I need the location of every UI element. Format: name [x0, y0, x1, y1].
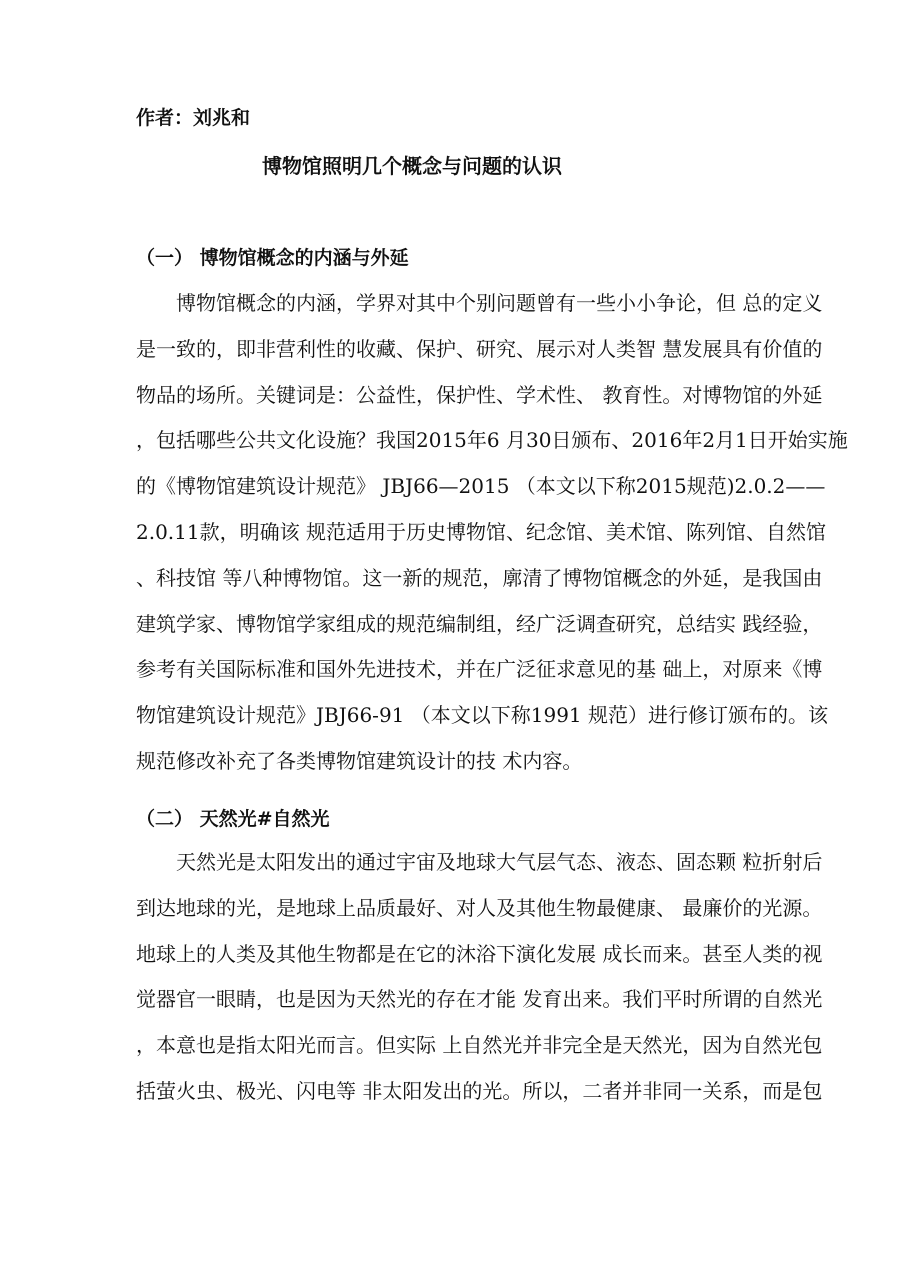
paragraph-line: 括萤火虫、极光、闪电等 非太阳发出的光。所以，二者并非同一关系，而是包 [136, 1079, 823, 1103]
paragraph-line: 物品的场所。关键词是：公益性，保护性、学术性、 教育性。对博物馆的外延 [136, 382, 823, 407]
paragraph-line: 博物馆概念的内涵，学界对其中个别问题曾有一些小小争论，但 总的定义 [176, 291, 823, 315]
section-heading-2: （二） 天然光#自然光 [136, 808, 330, 830]
paragraph-line: 规范修改补充了各类博物馆建筑设计的技 术内容。 [136, 749, 583, 773]
section-heading-1: （一） 博物馆概念的内涵与外延 [136, 247, 409, 269]
paragraph-line: 建筑学家、博物馆学家组成的规范编制组，经广泛调查研究，总结实 践经验， [136, 611, 823, 636]
paragraph-line: 的《博物馆建筑设计规范》 JBJ66—2015 （本文以下称2015规范)2.0.2—— [136, 474, 826, 499]
paragraph-line: 2.0.11款，明确该 规范适用于历史博物馆、纪念馆、美术馆、陈列馆、自然馆 [136, 520, 826, 544]
paragraph-line: 、科技馆 等八种博物馆。这一新的规范，廓清了博物馆概念的外延，是我国由 [136, 565, 823, 590]
paragraph-line: 天然光是太阳发出的通过宇宙及地球大气层气态、液态、固态颗 粒折射后 [176, 850, 823, 874]
paragraph-line: 到达地球的光，是地球上品质最好、对人及其他生物最健康、 最廉价的光源。 [136, 895, 823, 920]
document-title: 博物馆照明几个概念与问题的认识 [262, 154, 562, 178]
author-line: 作者：刘兆和 [136, 107, 251, 129]
paragraph-line: 觉器官一眼睛，也是因为天然光的存在才能 发育出来。我们平时所谓的自然光 [136, 987, 823, 1012]
paragraph-line: 地球上的人类及其他生物都是在它的沐浴下演化发展 成长而来。甚至人类的视 [136, 941, 823, 966]
paragraph-line: 物馆建筑设计规范》JBJ66-91 （本文以下称1991 规范）进行修订颁布的。该 [136, 703, 829, 728]
paragraph-line: ，包括哪些公共文化设施？我国2015年6 月30日颁布、2016年2月1日开始实施 [136, 428, 848, 453]
paragraph-line: 是一致的，即非营利性的收藏、保护、研究、展示对人类智 慧发展具有价值的 [136, 336, 823, 361]
paragraph-line: ，本意也是指太阳光而言。但实际 上自然光并非完全是天然光，因为自然光包 [136, 1033, 823, 1058]
paragraph-line: 参考有关国际标准和国外先进技术，并在广泛征求意见的基 础上，对原来《博 [136, 657, 823, 682]
